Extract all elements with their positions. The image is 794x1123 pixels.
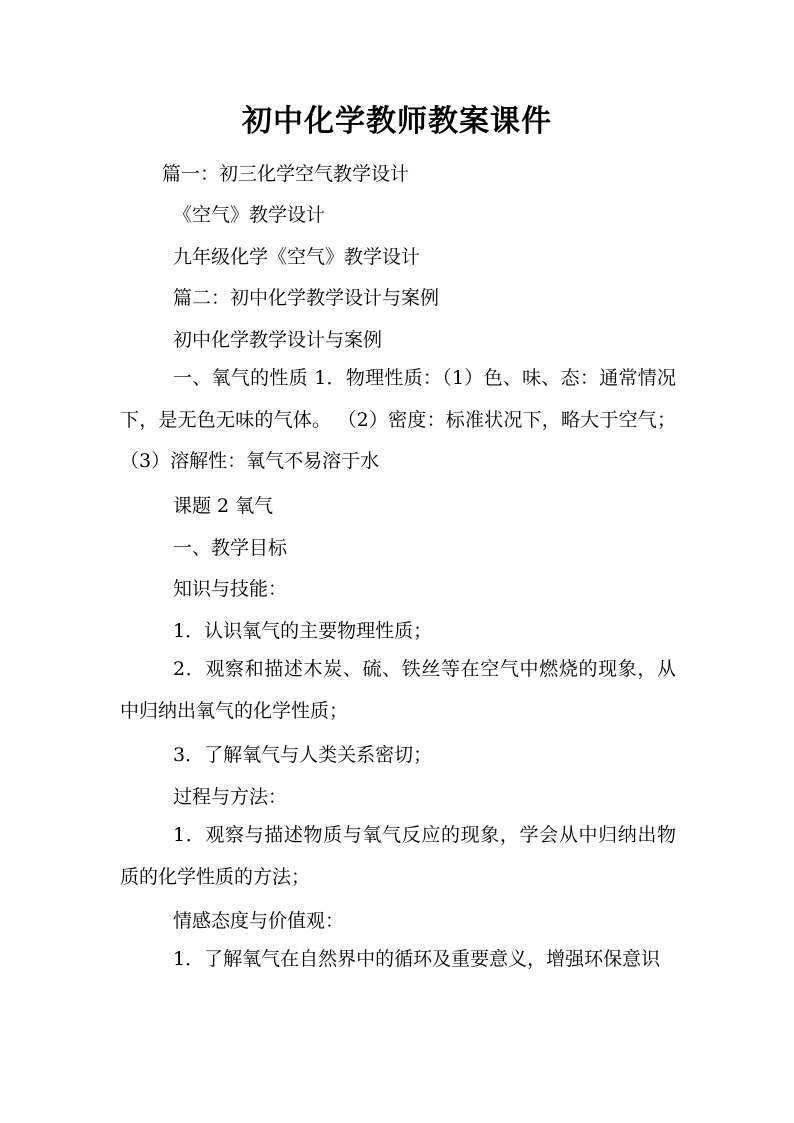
heading-knowledge-skills: 知识与技能： — [173, 578, 288, 600]
knowledge-item-1: 1．认识氧气的主要物理性质； — [173, 620, 433, 642]
attitude-item-1: 1．了解氧气在自然界中的循环及重要意义，增强环保意识 — [173, 948, 661, 970]
heading-design-cases: 初中化学教学设计与案例 — [173, 329, 383, 351]
heading-grade9-air-design: 九年级化学《空气》教学设计 — [173, 246, 421, 268]
heading-air-design: 《空气》教学设计 — [173, 204, 326, 226]
knowledge-item-2: 2．观察和描述木炭、硫、铁丝等在空气中燃烧的现象，从中归纳出氧气的化学性质； — [120, 658, 676, 722]
paragraph-oxygen-properties: 一、氧气的性质 1．物理性质：（1）色、味、态：通常情况下，是无色无味的气体。 （2）密度：标准状况下，略大于空气； （3）溶解性：氧气不易溶于水 — [120, 367, 676, 472]
knowledge-item-3: 3．了解氧气与人类关系密切； — [173, 744, 433, 766]
heading-part-two: 篇二：初中化学教学设计与案例 — [173, 287, 440, 309]
section-teaching-goals: 一、教学目标 — [173, 537, 288, 559]
heading-process-methods: 过程与方法： — [173, 786, 288, 808]
document-title: 初中化学教师教案课件 — [242, 104, 552, 139]
heading-attitude-values: 情感态度与价值观： — [173, 910, 345, 932]
process-item-1: 1．观察与描述物质与氧气反应的现象，学会从中归纳出物质的化学性质的方法； — [120, 824, 676, 888]
lesson-title: 课题 2 氧气 — [173, 495, 274, 517]
heading-part-one: 篇一：初三化学空气教学设计 — [162, 163, 410, 185]
